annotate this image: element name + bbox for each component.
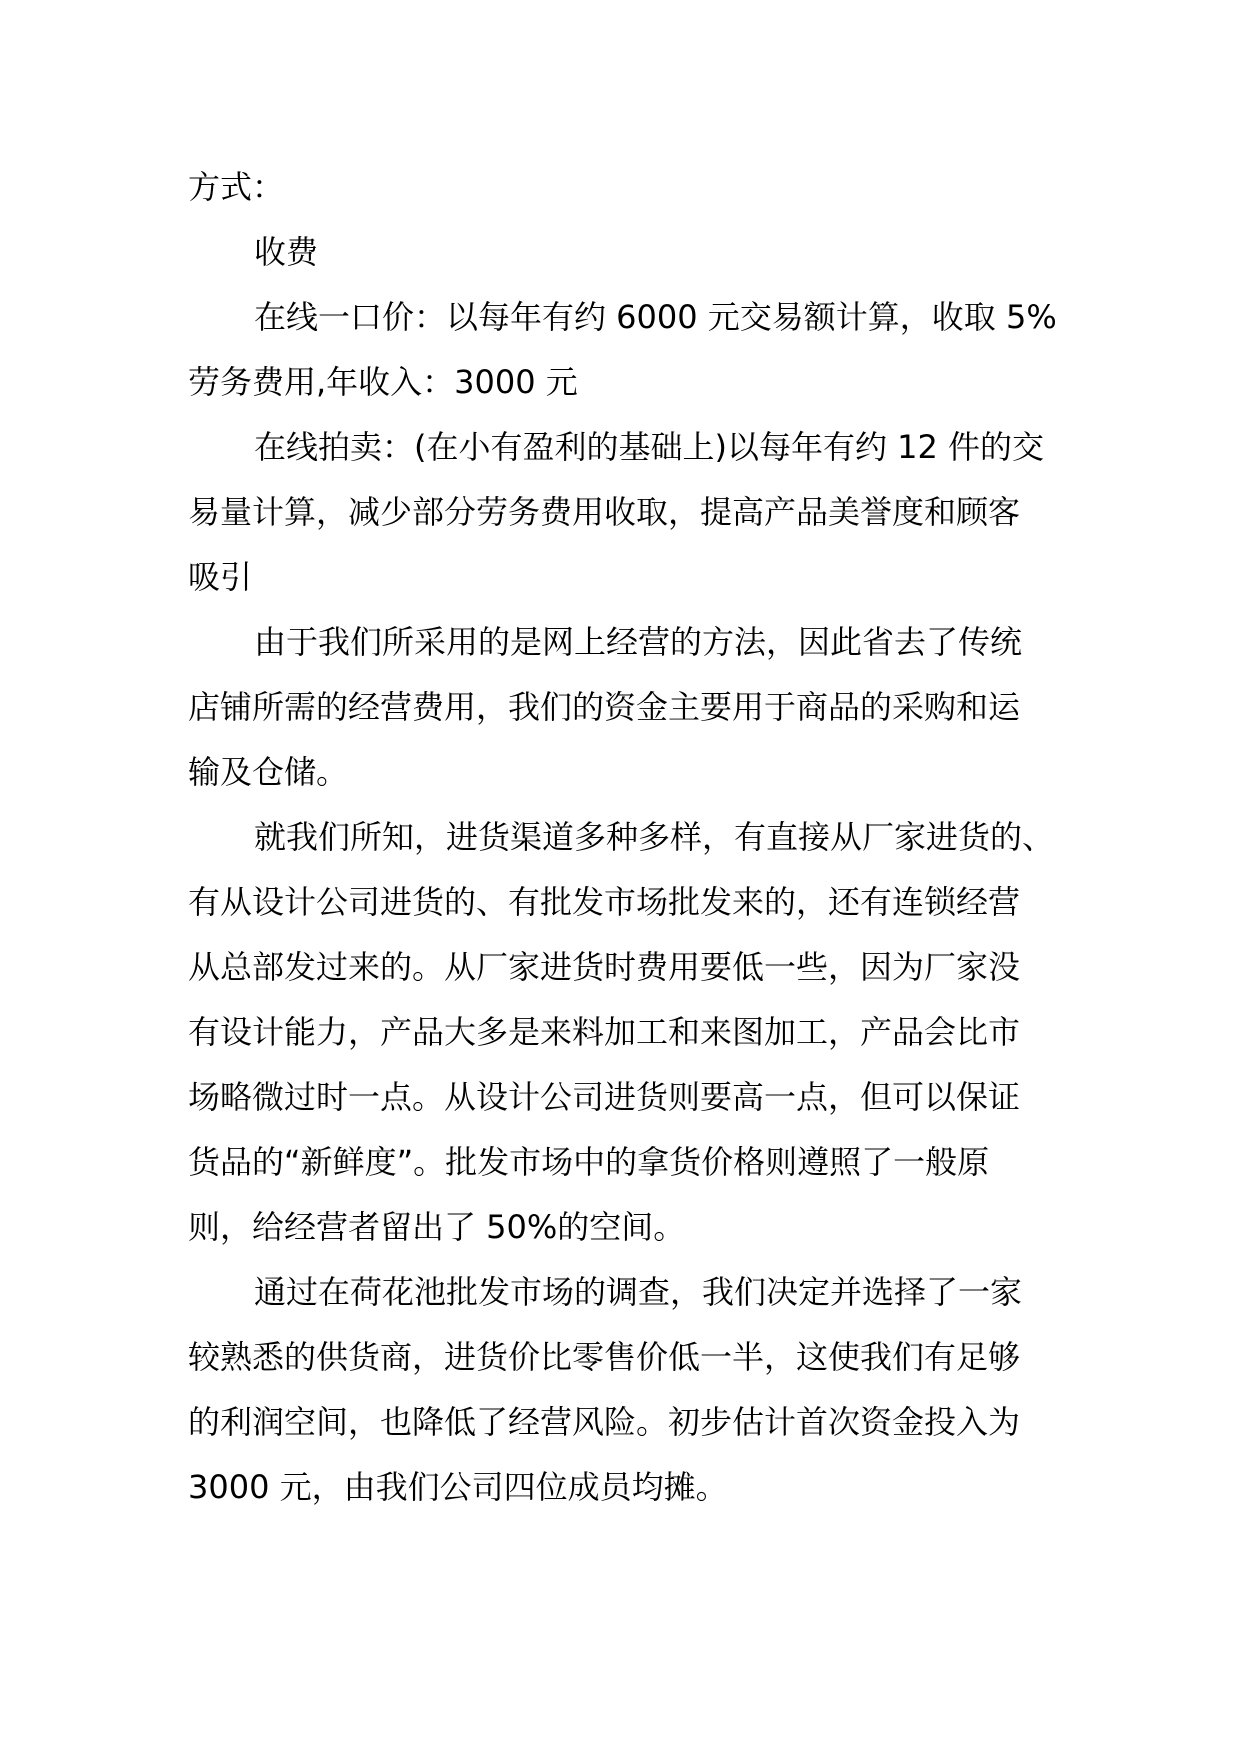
text-line: 的利润空间，也降低了经营风险。初步估计首次资金投入为 [188,1403,1021,1441]
text-line: 输及仓储。 [188,753,349,791]
text-line: 就我们所知，进货渠道多种多样，有直接从厂家进货的、 [254,818,1055,856]
text-line: 易量计算，减少部分劳务费用收取，提高产品美誉度和顾客 [188,493,1021,531]
text-line: 店铺所需的经营费用，我们的资金主要用于商品的采购和运 [188,688,1021,726]
text-line: 有设计能力，产品大多是来料加工和来图加工，产品会比市 [188,1013,1021,1051]
text-line: 通过在荷花池批发市场的调查，我们决定并选择了一家 [254,1273,1023,1311]
text-line: 吸引 [188,558,253,596]
text-line: 较熟悉的供货商，进货价比零售价低一半，这使我们有足够 [188,1338,1021,1376]
text-line: 由于我们所采用的是网上经营的方法，因此省去了传统 [254,623,1023,661]
text-line: 场略微过时一点。从设计公司进货则要高一点，但可以保证 [188,1078,1021,1116]
text-line-heading: 方式： [188,168,285,206]
text-line: 从总部发过来的。从厂家进货时费用要低一些，因为厂家没 [188,948,1021,986]
text-line-subheading: 收费 [254,233,319,271]
text-line: 3000 元，由我们公司四位成员均摊。 [188,1468,728,1506]
text-line: 则，给经营者留出了 50%的空间。 [188,1208,686,1246]
text-line: 有从设计公司进货的、有批发市场批发来的，还有连锁经营 [188,883,1021,921]
text-line: 在线一口价：以每年有约 6000 元交易额计算，收取 5% [254,298,1057,336]
text-line: 在线拍卖：(在小有盈利的基础上)以每年有约 12 件的交 [254,428,1045,466]
text-line: 货品的“新鲜度”。批发市场中的拿货价格则遵照了一般原 [188,1143,990,1181]
text-line: 劳务费用,年收入：3000 元 [188,363,578,401]
